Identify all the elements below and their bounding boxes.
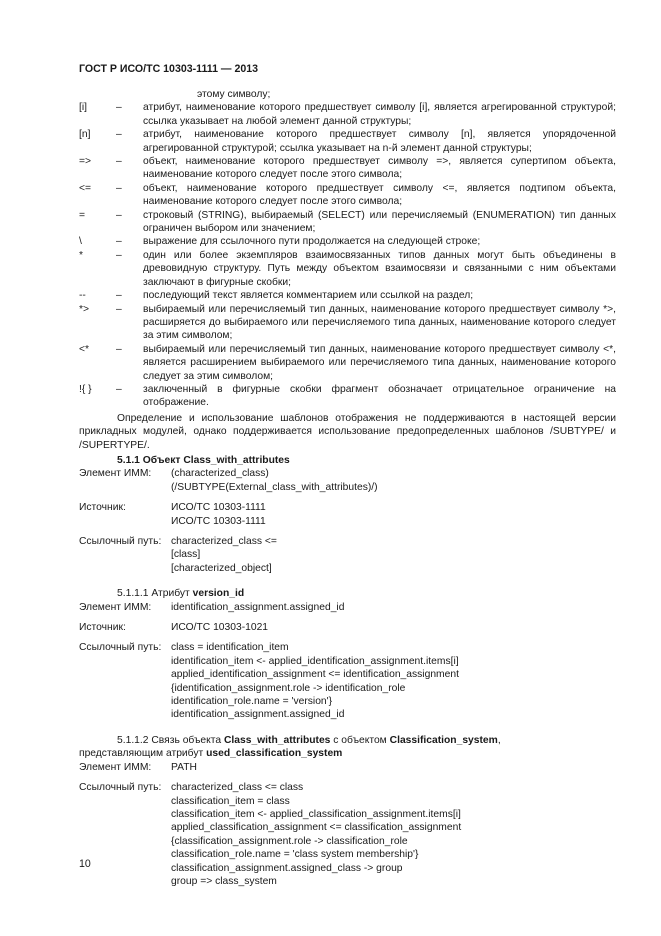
definition-symbol: \ <box>79 236 82 248</box>
definition-symbol: <* <box>79 343 90 355</box>
source-value <box>171 621 616 634</box>
definition-text: атрибут, наименование которого предшествует символу [i], является агрегированной структурой; ссылка указывает на любой элемент данной структуры; <box>143 102 616 127</box>
aim-element-row <box>79 761 616 774</box>
value-line: identification_role.name = 'version'} <box>171 696 333 708</box>
reference-path-label: Ссылочный путь: <box>79 642 162 654</box>
section-number: 5.1.1.2 <box>117 734 149 746</box>
section-prefix: Атрибут <box>151 588 190 600</box>
attribute-name: version_id <box>192 588 245 600</box>
section-prefix: Связь объекта <box>151 734 222 746</box>
entity-name: Class_with_attributes <box>223 734 331 746</box>
definition-text: выражение для ссылочного пути продолжается на следующей строке; <box>143 236 481 248</box>
value-line: [class] <box>171 549 201 561</box>
definition-text: выбираемый или перечисляемый тип данных, наименование которого предшествует символу <*, является расширением выбираемого или перечисляемого типа данных, наименование которого следует за этим символом; <box>143 343 616 382</box>
section-number: 5.1.1.1 <box>117 588 149 600</box>
document-header: ГОСТ Р ИСО/ТС 10303-1111 — 2013 <box>79 63 259 75</box>
definition-symbol: -- <box>79 290 86 302</box>
definition-symbol: !{ } <box>79 383 92 395</box>
definition-dash: – <box>116 102 122 114</box>
value-line: characterized_class <= <box>171 536 277 547</box>
reference-path-row <box>79 535 616 575</box>
value-line: applied_identification_assignment <= identification_assignment <box>171 669 459 681</box>
definition-item <box>79 343 616 383</box>
definition-symbol: [n] <box>79 129 91 141</box>
value-line: [characterized_object] <box>171 562 272 574</box>
value-line: (/SUBTYPE(External_class_with_attributes)/) <box>171 481 378 493</box>
definition-symbol: <= <box>79 182 92 194</box>
aim-element-label: Элемент ИММ: <box>79 761 152 773</box>
section-number: 5.1.1 <box>117 454 140 466</box>
definition-dash: – <box>116 249 122 261</box>
value-line: {classification_assignment.role -> classification_role <box>171 835 408 847</box>
reference-path-label: Ссылочный путь: <box>79 536 162 547</box>
value-line: class = identification_item <box>171 642 289 654</box>
page-content <box>79 88 616 888</box>
value-line: ИСО/ТС 10303-1111 <box>171 515 266 527</box>
section-5-1-1-1-heading <box>79 587 616 600</box>
reference-path-row <box>79 641 616 721</box>
definition-dash: – <box>116 129 122 141</box>
target-entity-name: Classification_system <box>389 734 498 746</box>
section-5-1-1-2-heading-line2 <box>79 747 616 760</box>
source-value <box>171 501 616 528</box>
definition-dash: – <box>116 156 122 168</box>
definition-text: выбираемый или перечисляемый тип данных, наименование которого предшествует символу *>, расширяется до выбираемого или перечисляемого типа данных, наименование которого следует за этим символом; <box>143 303 616 342</box>
definition-dash: – <box>116 383 122 395</box>
definition-text: строковый (STRING), выбираемый (SELECT) или перечисляемый (ENUMERATION) тип данных ограничен выбором или значением; <box>143 209 616 235</box>
attribute-name: used_classification_system <box>206 748 343 760</box>
value-line: ИСО/ТС 10303-1021 <box>171 622 269 634</box>
aim-element-label: Элемент ИММ: <box>79 468 152 480</box>
definition-dash: – <box>116 182 122 194</box>
value-line: identification_assignment.assigned_id <box>171 709 345 721</box>
definition-dash: – <box>116 236 122 248</box>
value-line: {identification_assignment.role -> identification_role <box>171 682 406 694</box>
definition-item <box>79 209 616 236</box>
value-line: classification_assignment.assigned_class -> group <box>171 862 403 874</box>
entity-name: Class_with_attributes <box>183 454 290 466</box>
definition-item <box>79 101 616 128</box>
value-line: classification_item = class <box>171 795 290 807</box>
source-label: Источник: <box>79 622 126 634</box>
definition-symbol: = <box>79 209 86 221</box>
definition-dash: – <box>116 290 122 302</box>
definition-item <box>79 303 616 343</box>
definition-symbol: [i] <box>79 102 88 114</box>
definition-text: атрибут, наименование которого предшествует символу [n], является упорядоченной агрегированной структурой; ссылка указывает на n-й элемент данной структуры; <box>143 129 616 154</box>
definition-item <box>79 155 616 182</box>
definition-text: заключенный в фигурные скобки фрагмент обозначает отрицательное ограничение на отображение. <box>143 383 616 409</box>
reference-path-value <box>171 535 616 575</box>
value-line: PATH <box>171 761 197 773</box>
definition-item <box>79 182 616 209</box>
notation-definitions-list <box>79 101 616 409</box>
value-line: classification_role.name = 'class system membership'} <box>171 849 419 861</box>
page-number: 10 <box>79 858 91 870</box>
value-line: ИСО/ТС 10303-1111 <box>171 502 266 514</box>
templates-paragraph: Определение и использование шаблонов отображения не поддерживаются в настоящей версии прикладных модулей, однако поддерживается использование предопределенных шаблонов /SUBTYPE/ и /SUPERTYPE/. <box>79 412 616 451</box>
intro-continuation: этому символу; <box>197 89 271 100</box>
definition-dash: – <box>116 343 122 355</box>
reference-path-value <box>171 781 616 888</box>
section-prefix: Объект <box>142 454 181 466</box>
source-row <box>79 501 616 528</box>
reference-path-label: Ссылочный путь: <box>79 782 162 794</box>
definition-symbol: => <box>79 156 92 168</box>
heading-line2-prefix: представляющим атрибут <box>79 748 204 760</box>
value-line: (characterized_class) <box>171 468 269 480</box>
definition-dash: – <box>116 209 122 221</box>
aim-element-value <box>171 601 616 614</box>
definition-dash: – <box>116 303 122 315</box>
definition-item <box>79 128 616 155</box>
aim-element-row <box>79 601 616 614</box>
definition-text: один или более экземпляров взаимосвязанных типов данных могут быть объединены в древовидную структуру. Путь между объектом взаимосвязи и связанными с ним объектами заключают в фигурные скобки; <box>143 249 616 288</box>
value-line: applied_classification_assignment <= classification_assignment <box>171 822 462 834</box>
definition-text: объект, наименование которого предшествует символу =>, является супертипом объекта, наименование которого следует после этого символа; <box>143 156 616 181</box>
value-line: identification_item <- applied_identification_assignment.items[i] <box>171 655 459 667</box>
definition-text: последующий текст является комментарием или ссылкой на раздел; <box>143 290 474 302</box>
source-label: Источник: <box>79 502 126 514</box>
aim-element-value <box>171 467 616 494</box>
value-line: characterized_class <= class <box>171 782 304 794</box>
definition-item <box>79 383 616 410</box>
definition-item <box>79 249 616 289</box>
value-line: identification_assignment.assigned_id <box>171 601 345 613</box>
section-5-1-1-heading <box>79 454 616 467</box>
reference-path-value <box>171 641 616 721</box>
value-line: classification_item <- applied_classification_assignment.items[i] <box>171 808 461 820</box>
section-5-1-1-2-heading: 5.1.1.2 Связь объекта Class_with_attributes с объектом Classification_system, <box>117 734 501 746</box>
value-line: group => class_system <box>171 875 277 887</box>
definition-item <box>79 235 616 248</box>
aim-element-label: Элемент ИММ: <box>79 601 152 613</box>
aim-element-row <box>79 467 616 494</box>
definition-item <box>79 289 616 302</box>
definition-symbol: * <box>79 249 84 261</box>
definition-symbol: *> <box>79 303 90 315</box>
source-row <box>79 621 616 634</box>
section-middle: с объектом <box>333 734 387 746</box>
definition-text: объект, наименование которого предшествует символу <=, является подтипом объекта, наименование которого следует после этого символа; <box>143 182 616 208</box>
reference-path-row <box>79 781 616 888</box>
aim-element-value <box>171 761 616 774</box>
